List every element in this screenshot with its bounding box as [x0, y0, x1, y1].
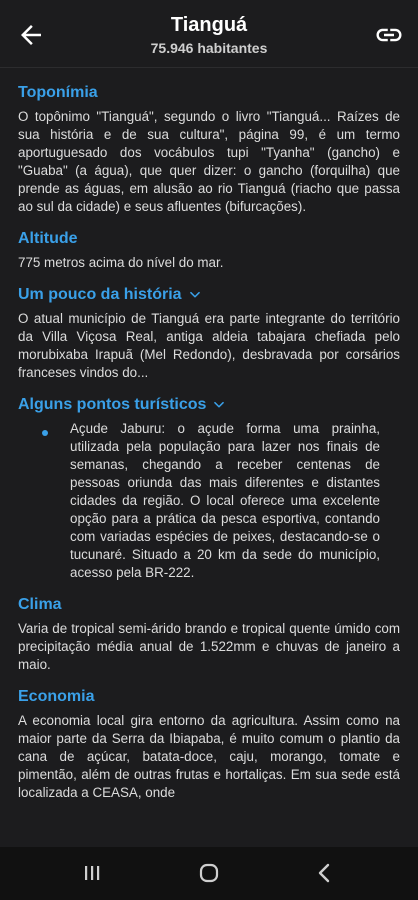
- section-title-toponimia-label: Toponímia: [18, 84, 98, 101]
- bullet-dot: [42, 430, 48, 436]
- section-title-altitude: [18, 230, 400, 248]
- section-title-economia-label: Economia: [18, 688, 95, 705]
- nav-back-icon[interactable]: [313, 861, 337, 885]
- page-title: Tianguá: [170, 14, 248, 36]
- list-item: [18, 420, 400, 582]
- app-bar: [0, 0, 418, 68]
- section-text-clima: Varia de tropical semi-árido brando e tropical quente úmido com precipitação média anual de 1.522mm e chuvas de janeiro a maio.: [18, 621, 400, 672]
- section-title-clima: [18, 596, 400, 614]
- page-subtitle: 75.946 habitantes: [150, 40, 268, 56]
- recents-icon[interactable]: [80, 861, 104, 885]
- system-nav-bar: [0, 847, 418, 900]
- section-title-economia: [18, 688, 400, 706]
- section-text-altitude: 775 metros acima do nível do mar.: [18, 255, 224, 270]
- home-icon[interactable]: [197, 861, 221, 885]
- section-title-clima-label: Clima: [18, 596, 62, 613]
- list-item-text: Açude Jaburu: o açude forma uma prainha, utilizada pela população para lazer nos finais de semanas, chegando a receber centenas de pessoas oriunda das mais diferentes e distantes cidades da região. O local oferece uma excelente opção para a prática da pesca esportiva, contando com variadas espécies de peixes, destacando-se o tucunaré. Situado a 20 km da sede do município, acesso pela BR-222.: [70, 421, 380, 580]
- section-text-economia: A economia local gira entorno da agricultura. Assim como na maior parte da Serra da Ibiapaba, é muito comum o plantio da cana de açúcar, batata-doce, caju, morango, tomate e pimentão, além de outras frutas e hortaliças. Em sua sede está localizada a CEASA, onde: [18, 713, 400, 800]
- section-text-historia: O atual município de Tianguá era parte integrante do território da Villa Viçosa Real, antiga aldeia tabajara chefiada pelo morubixaba Irapuã (Mel Redondo), desbravada por corsários franceses vindos do...: [18, 311, 400, 380]
- section-title-turismo-label: Alguns pontos turísticos: [18, 396, 207, 413]
- content-scroll[interactable]: [0, 68, 418, 847]
- chevron-down-icon: [212, 398, 226, 412]
- section-title-altitude-label: Altitude: [18, 230, 78, 247]
- link-icon[interactable]: [374, 20, 404, 50]
- chevron-down-icon: [188, 288, 202, 302]
- section-toggle-turismo[interactable]: [18, 396, 400, 414]
- section-title-toponimia: [18, 84, 400, 102]
- section-text-toponimia: O topônimo "Tianguá", segundo o livro "Tianguá... Raízes de sua história e de sua cultura", página 99, é um termo aportuguesado dos vocábulos tupi "Tyanha" (gancho) e "Guaba" (a água), que quer dizer: o gancho (forquilha) que prende as águas, em alusão ao rio Tianguá (riacho que passa ao sul da cidade) e seus afluentes (bifurcações).: [18, 109, 400, 214]
- section-toggle-historia[interactable]: [18, 286, 400, 304]
- section-title-historia-label: Um pouco da história: [18, 286, 182, 303]
